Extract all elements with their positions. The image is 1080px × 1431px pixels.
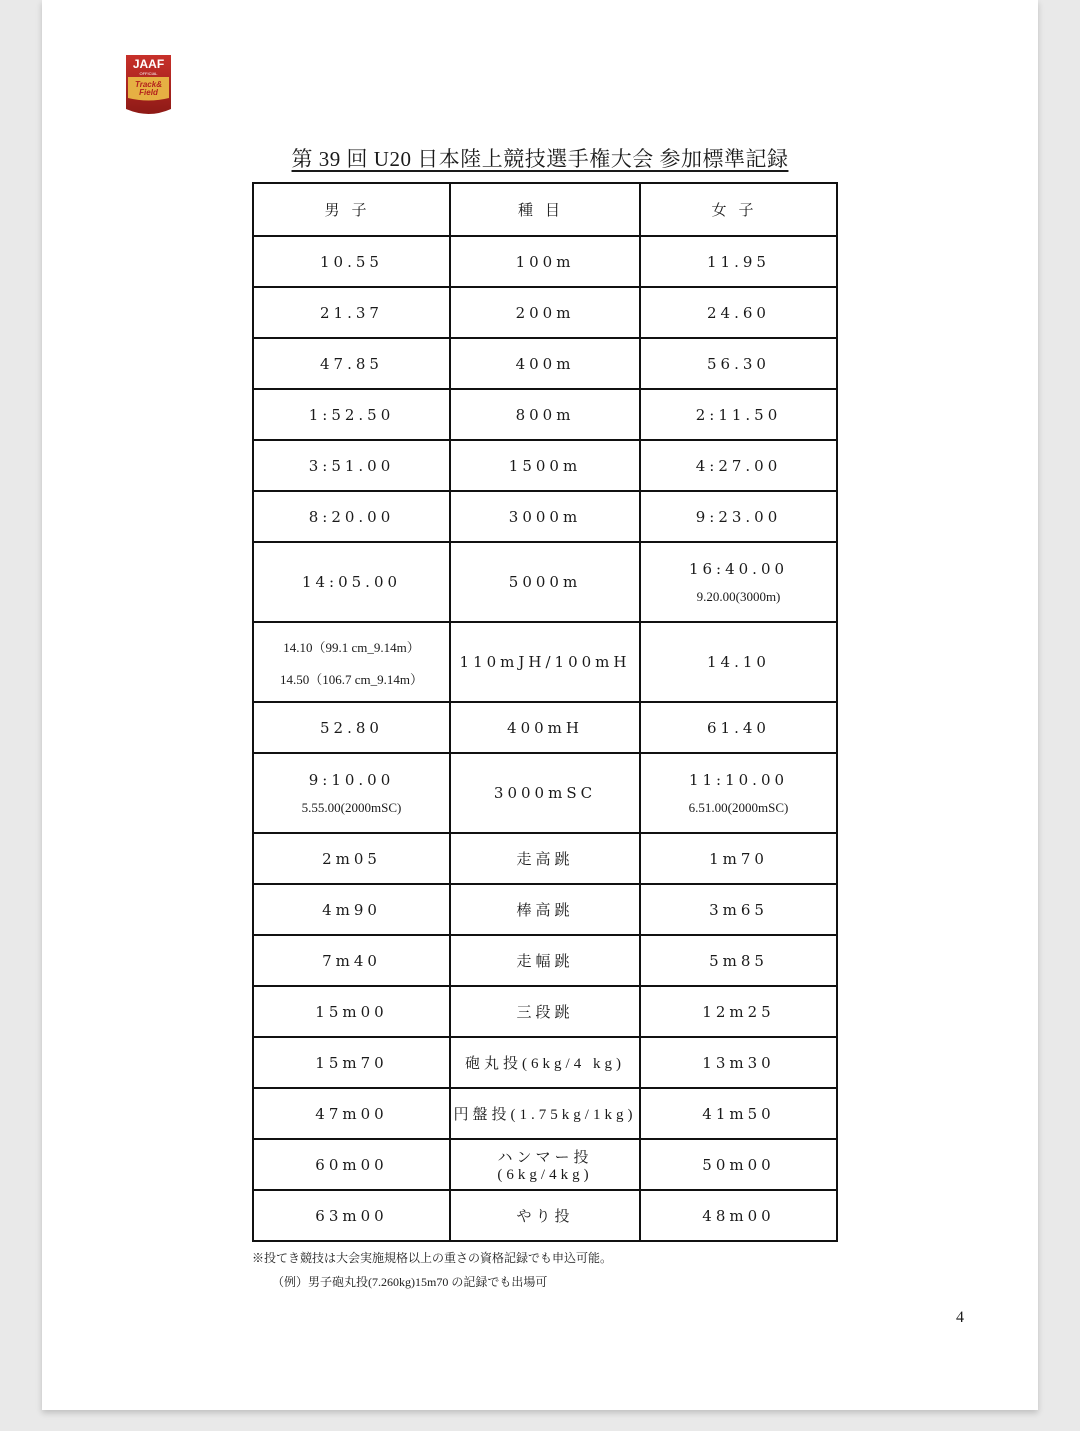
table-row [253,287,837,338]
men-record: 4m90 [253,884,450,935]
event-name: 棒高跳 [450,884,640,935]
women-record: 50m00 [640,1139,837,1190]
table-row [253,884,837,935]
event-name: やり投 [450,1190,640,1241]
women-alt-record: 9.20.00(3000m) [696,588,781,604]
page-title [42,143,1038,173]
event-name: 三段跳 [450,986,640,1037]
men-record: 2m05 [253,833,450,884]
men-record: 10.55 [253,236,450,287]
men-record-cell [253,622,450,702]
standards-table [252,182,838,1242]
men-record: 52.80 [253,702,450,753]
table-row [253,1037,837,1088]
table-header-row [253,183,837,236]
event-name: 100m [450,236,640,287]
men-record: 60m00 [253,1139,450,1190]
header-event: 種目 [450,183,640,236]
women-record: 2:11.50 [640,389,837,440]
header-men: 男子 [253,183,450,236]
table-row [253,622,837,702]
men-record: 15m00 [253,986,450,1037]
men-record: 21.37 [253,287,450,338]
women-record: 11:10.00 [688,770,789,789]
event-name: 砲丸投(6kg/4 kg) [450,1037,640,1088]
women-record: 3m65 [640,884,837,935]
men-record: 8:20.00 [253,491,450,542]
women-record-cell [640,542,837,622]
table-row [253,833,837,884]
event-name: 200m [450,287,640,338]
table-row [253,236,837,287]
event-name: 1500m [450,440,640,491]
men-record: 9:10.00 [308,770,395,789]
event-name: 110mJH/100mH [450,622,640,702]
women-record: 41m50 [640,1088,837,1139]
men-record: 3:51.00 [253,440,450,491]
table-row [253,542,837,622]
men-record: 7m40 [253,935,450,986]
table-row [253,389,837,440]
women-record: 1m70 [640,833,837,884]
event-name: 円盤投(1.75kg/1kg) [450,1088,640,1139]
table-row [253,1088,837,1139]
event-name: ハンマー投(6kg/4kg) [450,1139,640,1190]
women-alt-record: 6.51.00(2000mSC) [688,799,789,815]
women-record: 9:23.00 [640,491,837,542]
women-record: 48m00 [640,1190,837,1241]
event-name: 400m [450,338,640,389]
men-record: 15m70 [253,1037,450,1088]
table-row [253,935,837,986]
footnote-throwing: ※投てき競技は大会実施規格以上の重さの資格記録でも申込可能。 [252,1251,613,1265]
men-record-cell [253,753,450,833]
men-record-line: 14.10（99.1 cm_9.14m） [283,639,420,655]
document-page [42,0,1038,1410]
event-name: 5000m [450,542,640,622]
men-record: 47.85 [253,338,450,389]
women-record: 56.30 [640,338,837,389]
women-record: 24.60 [640,287,837,338]
women-record: 14.10 [640,622,837,702]
title-text: 第 39 回 U20 日本陸上競技選手権大会 参加標準記録 [291,147,789,171]
table-row [253,986,837,1037]
svg-text:Track&: Track& [135,80,162,89]
event-name: 3000mSC [450,753,640,833]
table-row [253,1139,837,1190]
men-record: 1:52.50 [253,389,450,440]
event-name: 走高跳 [450,833,640,884]
women-record: 13m30 [640,1037,837,1088]
event-name: 800m [450,389,640,440]
jaaf-track-field-logo [124,53,173,117]
women-record: 4:27.00 [640,440,837,491]
event-name: 400mH [450,702,640,753]
event-name: 3000m [450,491,640,542]
header-women: 女子 [640,183,837,236]
table-row [253,1190,837,1241]
table-row [253,338,837,389]
table-row [253,702,837,753]
women-record: 61.40 [640,702,837,753]
women-record: 11.95 [640,236,837,287]
footnote-example: （例）男子砲丸投(7.260kg)15m70 の記録でも出場可 [272,1275,548,1289]
men-record: 63m00 [253,1190,450,1241]
men-record: 14:05.00 [253,542,450,622]
table-row [253,753,837,833]
men-record: 47m00 [253,1088,450,1139]
women-record: 12m25 [640,986,837,1037]
table-row [253,491,837,542]
women-record: 16:40.00 [688,559,789,578]
table-row [253,440,837,491]
event-name: 走幅跳 [450,935,640,986]
women-record-cell [640,753,837,833]
svg-text:OFFICIAL: OFFICIAL [139,71,158,76]
page-number: 4 [956,1309,964,1326]
women-record: 5m85 [640,935,837,986]
svg-text:Field: Field [139,88,158,97]
men-record-line: 14.50（106.7 cm_9.14m） [280,671,423,687]
svg-text:JAAF: JAAF [132,57,165,71]
men-alt-record: 5.55.00(2000mSC) [301,799,402,815]
